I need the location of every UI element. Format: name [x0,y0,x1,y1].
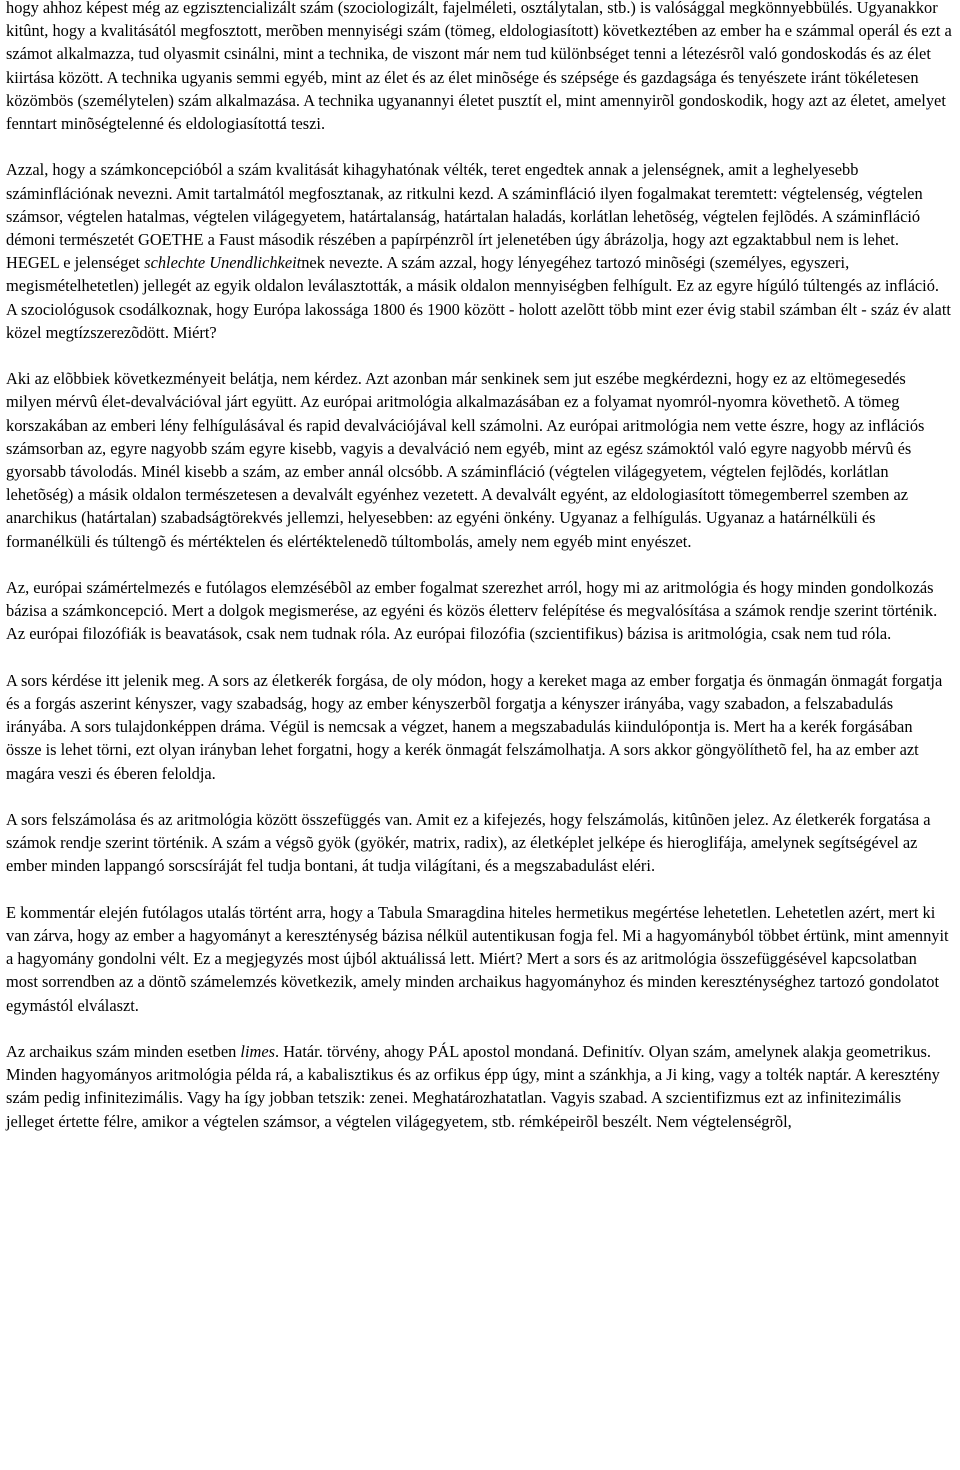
paragraph-2 [6,158,952,344]
paragraph-text: Az, európai számértelmezés e futólagos elemzésébõl az ember fogalmat szerezhet arról, hogy mi az aritmológia és hogy minden gondolkozás bázisa a számkoncepció. Mert a dolgok megismerése, az egyéni és közös életterv felépítése és megvalósítása a számok rendje szerint történik. Az európai filozófiák is beavatások, csak nem tudnak róla. Az európai filozófia (szcientifikus) bázisa is aritmológia, csak nem tud róla. [6,578,938,644]
italic-phrase: schlechte Unendlichkeit [144,253,302,273]
paragraph-text: . Határ. törvény, ahogy PÁL apostol mondaná. Definitív. Olyan szám, amelynek alakja geometrikus. Minden hagyományos aritmológia példa rá, a kabalisztikus és az orfikus épp úgy, mint a szánkhja, a Ji king, vagy a tolték naptár. A keresztény szám pedig infinitezimális. Vagy ha így jobban tetszik: zenei. Meghatározhatatlan. Vagyis szabad. A szcientifizmus ezt az infinitezimális jelleget értette félre, amikor a végtelen számsor, a végtelen világegyetem, stb. rémképeirõl beszélt. Nem végtelenségrõl, [6,1042,940,1131]
paragraph-text: A sors kérdése itt jelenik meg. A sors az életkerék forgása, de oly módon, hogy a kereket maga az ember forgatja és önmagán önmagát forgatja és a forgás aszerint kényszer, vagy szabadság, hogy az ember kényszerbõl forgatja a kényszer irányába, vagy szabadon, a felszabadulás irányába. A sors tulajdonképpen dráma. Végül is nemcsak a végzet, hanem a megszabadulás kiindulópontja is. Mert ha a kerék forgásában össze is lehet törni, ezt olyan irányban lehet forgatni, hogy a kerék önmagát felszámolhatja. A sors akkor göngyölíthetõ fel, ha az ember azt magára veszi és éberen feloldja. [6,670,943,783]
paragraph-1 [6,0,952,135]
paragraph-8 [6,1040,952,1133]
paragraph-text: Azzal, hogy a számkoncepcióból a szám kvalitását kihagyhatónak vélték, teret engedtek annak a jelenségnek, amit a leghelyesebb száminflációnak nevezni. Amit tartalmától megfosztanak, az ritkulni kezd. A száminfláció ilyen fogalmakat teremtett: végtelenség, végtelen számsor, végtelen hatalmas, végtelen világegyetem, határtalanság, határtalan haladás, korlátlan lehetõség, végtelen fejlõdés. A száminfláció démoni természetét GOETHE a Faust második részében a papírpénzrõl írt jelenetében úgy ábrázolja, hogy azt egzaktabbul nem is lehet. HEGEL e jelenséget [6,160,923,273]
paragraph-6 [6,808,952,878]
paragraph-text: Az archaikus szám minden esetben [6,1042,241,1062]
paragraph-5 [6,669,952,785]
paragraph-text: Aki az elõbbiek következményeit belátja, nem kérdez. Azt azonban már senkinek sem jut eszébe megkérdezni, hogy ez az eltömegesedés milyen mérvû élet-devalvációval járt együtt. Az európai aritmológia alkalmazásában ez a folyamat nyomról-nyomra követhetõ. A tömeg korszakában az emberi lény felhígulásával és rapid devalvációjával kell számolni. Az európai aritmológia nem vette észre, hogy az inflációs számsorban az, egyre nagyobb szám egyre kisebb, vagyis a devalváció nem egyéb, mint az egész számoktól való egyre nagyobb mérvû és gyorsabb távolodás. Minél kisebb a szám, az ember annál olcsóbb. A száminfláció (végtelen világegyetem, végtelen fejlõdés, korlátlan lehetõség) a másik oldalon természetesen a devalvált egyénhez vezetett. A devalvált egyént, az eldologiasított tömegemberrel szemben az anarchikus (határtalan) szabadságtörekvés jellemzi, helyesebben: az egyéni önkény. Ugyanaz a felhígulás. Ugyanaz a határnélküli és formanélküli és túltengõ és mértéktelen és elértéktelenedõ túltombolás, amely nem egyéb mint enyészet. [6,369,925,551]
paragraph-7 [6,901,952,1017]
italic-word: limes [240,1042,276,1062]
paragraph-text: A sors felszámolása és az aritmológia között összefüggés van. Amit ez a kifejezés, hogy felszámolás, kitûnõen jelez. Az életkerék forgatása a számok rendje szerint történik. A szám a végsõ gyök (gyökér, matrix, radix), az életképlet jelképe és hieroglifája, amelynek segítségével az ember minden lappangó sorscsíráját fel tudja bontani, át tudja világítani, és a megszabadulást eléri. [6,810,931,876]
paragraph-text: hogy ahhoz képest még az egzisztencializált szám (szociologizált, fajelméleti, osztálytalan, stb.) is valósággal megkönnyebbülés. Ugyanakkor kitûnt, hogy a kvalitásától megfosztott, merõben mennyiségi szám (tömeg, eldologiasított) következtében az ember ha e számmal operál és ezt a számot alkalmazza, tud olyasmit csinálni, mint a technika, de viszont már nem tud különbséget tenni a létezésrõl való gondoskodás és az élet kiirtása között. A technika ugyanis semmi egyéb, mint az élet és az élet minõsége és szépsége és gazdagsága és tenyészete iránt tökéletesen közömbös (személytelen) szám alkalmazása. A technika ugyanannyi életet pusztít el, mint amennyirõl gondoskodik, hogy azt az életet, amelyet fenntart minõségtelenné és eldologiasítottá teszi. [6,0,952,134]
paragraph-text: E kommentár elején futólagos utalás történt arra, hogy a Tabula Smaragdina hiteles hermetikus megértése lehetetlen. Lehetetlen azért, mert ki van zárva, hogy az ember a hagyományt a kereszténység bázisa nélkül autentikusan fogja fel. Mi a hagyományból többet értünk, mint amennyit a hagyomány gondolni vélt. Ez a megjegyzés most újból aktuálissá lett. Miért? Mert a sors és az aritmológia összefüggésével kapcsolatban most sorrendben az a döntõ számelemzés következik, amely minden archaikus hagyományhoz és minden kereszténységhez tartozó gondolatot egymástól elválaszt. [6,902,949,1015]
paragraph-text: nek nevezte. A szám azzal, hogy lényegéhez tartozó minõségi (személyes, egyszeri, megismételhetetlen) jellegét az egyik oldalon leválasztották, a másik oldalon mennyiségben felhígult. Ez az egyre hígúló túltengés az infláció. A szociológusok csodálkoznak, hogy Európa lakossága 1800 és 1900 között - holott azelõtt több mint ezer évig stabil számban élt - száz év alatt közel megtízszerezõdött. Miért? [6,253,951,342]
paragraph-4 [6,576,952,646]
paragraph-3 [6,367,952,553]
